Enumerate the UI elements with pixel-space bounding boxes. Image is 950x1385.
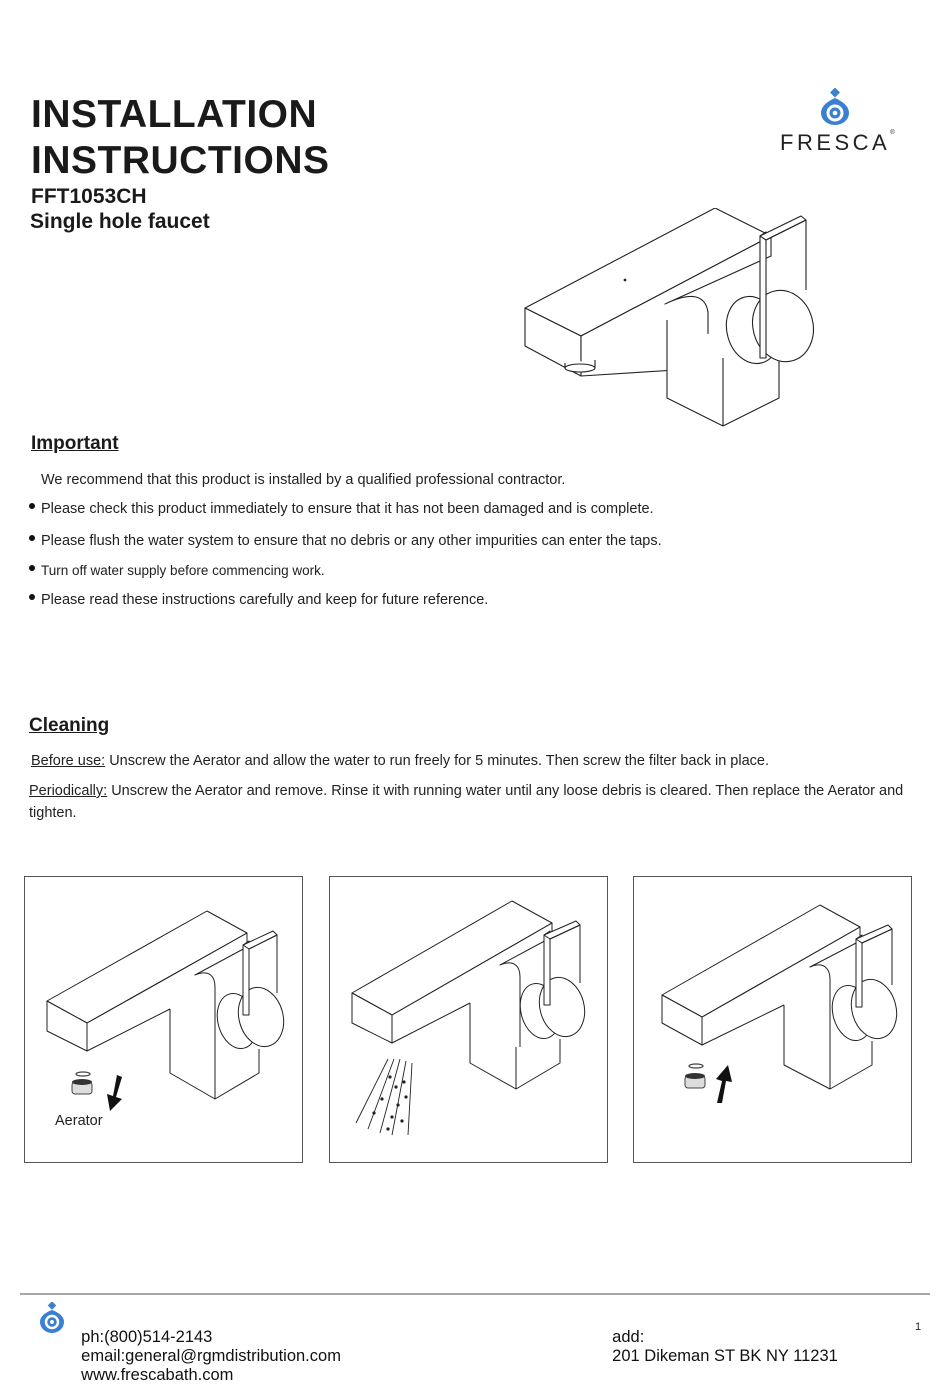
document-title-line-1: INSTALLATION [31,93,318,136]
important-intro: We recommend that this product is installed by a qualified professional contractor. [41,472,566,488]
cleaning-heading: Cleaning [29,715,110,736]
cleaning-periodically [29,780,909,824]
important-bullet-3: Turn off water supply before commencing work. [29,562,325,580]
bullet-icon [29,503,35,509]
before-use-label: Before use: [31,753,106,769]
water-drop-logo-icon [818,88,852,126]
periodically-text: Unscrew the Aerator and remove. Rinse it with running water until any loose debris is cleared. Then replace the Aerator and tighten. [29,783,904,821]
footer-logo-icon [38,1302,66,1334]
brand-logo [780,88,900,158]
footer-address-text: 201 Dikeman ST BK NY 11231 [612,1347,838,1365]
product-type: Single hole faucet [30,210,210,233]
bullet-icon [29,535,35,541]
footer-address-label: add: [612,1328,645,1346]
footer-phone: ph:(800)514-2143 [81,1328,213,1346]
aerator-label: Aerator [55,1113,103,1129]
footer-email[interactable]: email:general@rgmdistribution.com [81,1347,341,1365]
footer-address [603,1309,838,1366]
model-number: FFT1053CH [31,185,147,208]
figure-flush-water [329,876,608,1163]
important-bullet-1: Please check this product immediately to ensure that it has not been damaged and is complete. [29,500,654,518]
arrow-up-icon [714,1065,734,1103]
faucet-illustration [515,208,835,428]
aerator-icon [682,1063,708,1093]
important-bullet-4: Please read these instructions carefully and keep for future reference. [29,591,488,609]
periodically-label: Periodically: [29,783,108,799]
footer-divider [20,1293,930,1295]
important-heading: Important [31,433,119,454]
footer-contact [72,1309,341,1385]
bullet-icon [29,594,35,600]
cleaning-before-use [31,752,911,770]
document-title-line-2: INSTRUCTIONS [31,139,330,182]
figure-replace-aerator [633,876,912,1163]
bullet-icon [29,565,35,571]
arrow-down-icon [105,1075,125,1111]
aerator-icon [69,1071,95,1099]
footer-website[interactable]: www.frescabath.com [81,1366,234,1384]
figure-remove-aerator [24,876,303,1163]
water-stream-icon [356,1059,412,1135]
page-number: 1 [915,1321,922,1333]
important-bullet-2: Please flush the water system to ensure that no debris or any other impurities can enter the taps. [29,532,662,550]
before-use-text: Unscrew the Aerator and allow the water to run freely for 5 minutes. Then screw the filter back in place. [105,753,769,769]
brand-name: FRESCA® [780,130,895,155]
